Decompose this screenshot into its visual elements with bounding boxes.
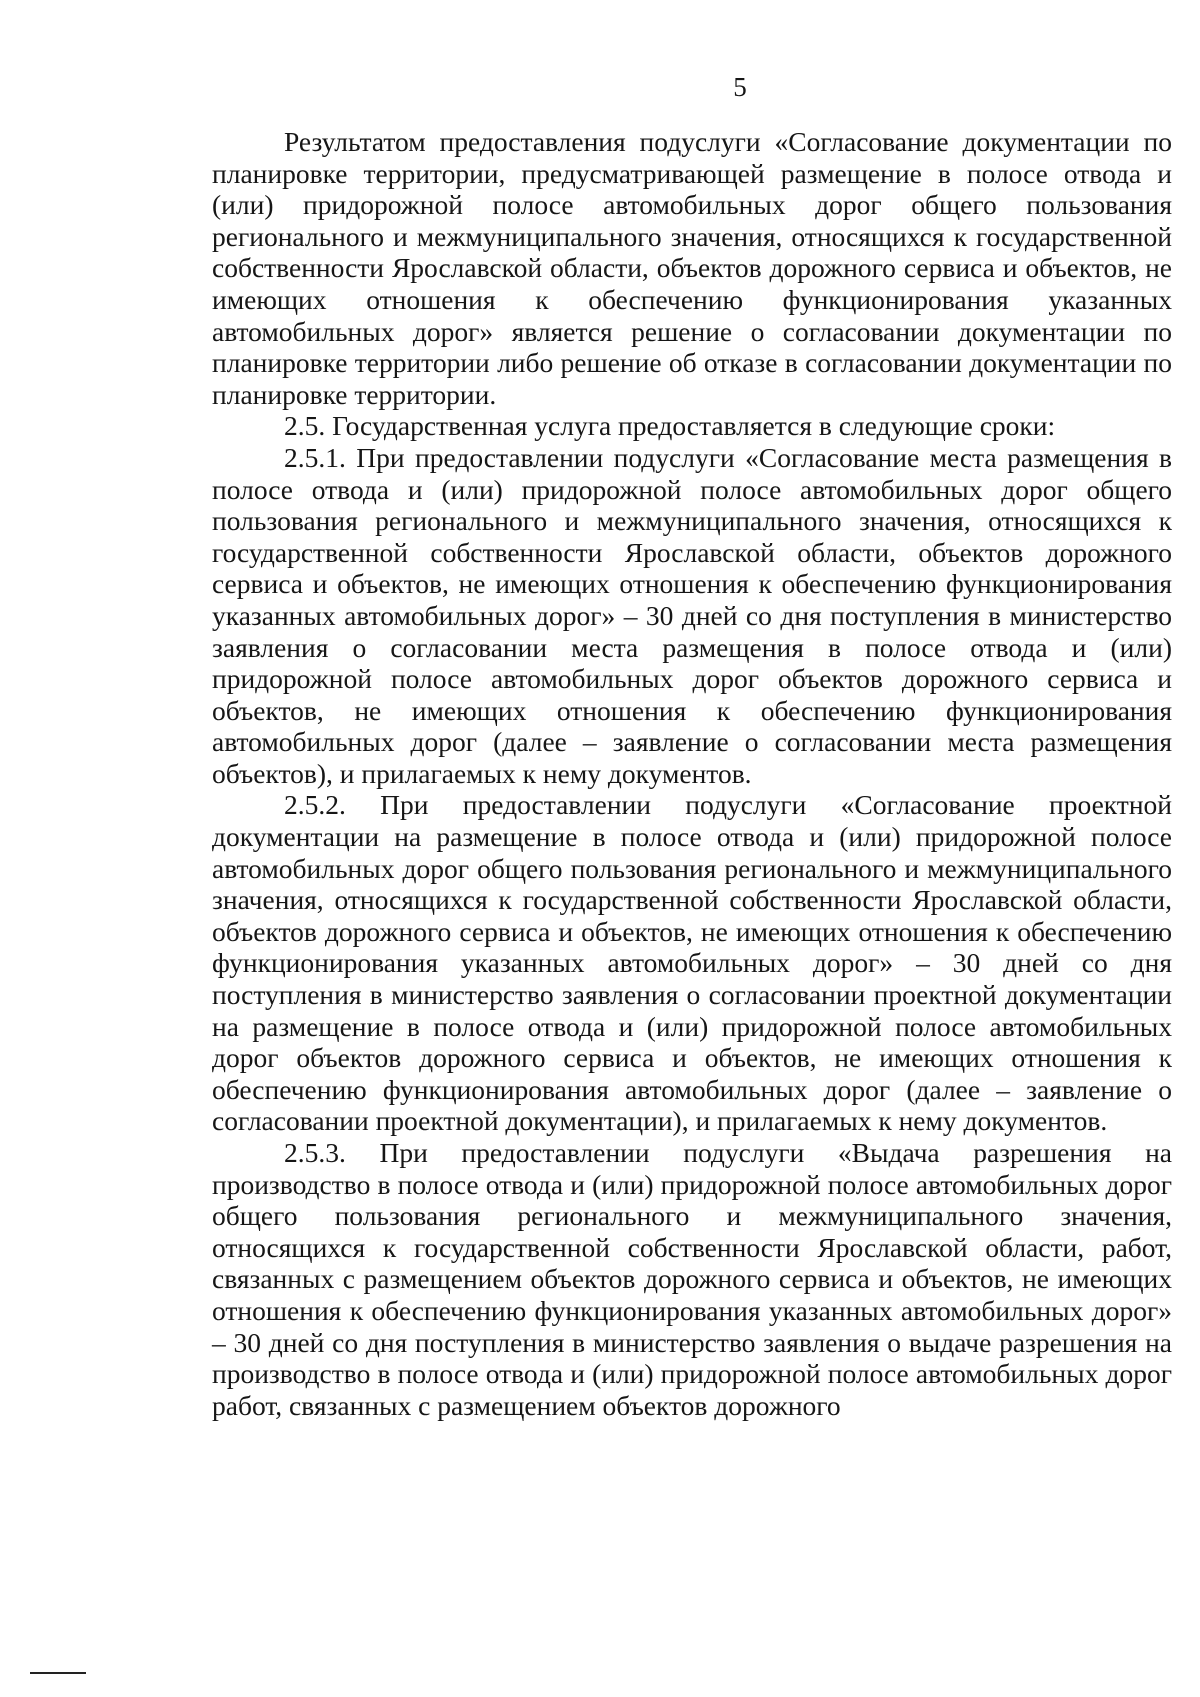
paragraph-2-5-1: 2.5.1. При предоставлении подуслуги «Согласование места размещения в полосе отвода и (или) придорожной полосе автомобильных дорог общего пользования регионального и межмуниципального значения, относящихся к государственной собственности Ярославской области, объектов дорожного сервиса и объектов, не имеющих отношения к обеспечению функционирования указанных автомобильных дорог» – 30 дней со дня поступления в министерство заявления о согласовании места размещения в полосе отвода и (или) придорожной полосе автомобильных дорог объектов дорожного сервиса и объектов, не имеющих отношения к обеспечению функционирования автомобильных дорог (далее – заявление о согласовании места размещения объектов), и прилагаемых к нему документов. [212,441,1172,789]
footer-rule [30,1672,86,1674]
paragraph-2-5-2: 2.5.2. При предоставлении подуслуги «Согласование проектной документации на размещение в полосе отвода и (или) придорожной полосе автомобильных дорог общего пользования регионального и межмуниципального значения, относящихся к государственной собственности Ярославской области, объектов дорожного сервиса и объектов, не имеющих отношения к обеспечению функционирования указанных автомобильных дорог» – 30 дней со дня поступления в министерство заявления о согласовании проектной документации на размещение в полосе отвода и (или) придорожной полосе автомобильных дорог объектов дорожного сервиса и объектов, не имеющих отношения к обеспечению функционирования автомобильных дорог (далее – заявление о согласовании проектной документации), и прилагаемых к нему документов. [212,789,1172,1137]
paragraph-2-5: 2.5. Государственная услуга предоставляется в следующие сроки: [284,410,1056,442]
document-body [212,126,1172,1421]
page-number: 5 [733,72,747,102]
paragraph-2-5-3: 2.5.3. При предоставлении подуслуги «Выдача разрешения на производство в полосе отвода и (или) придорожной полосе автомобильных дорог общего пользования регионального и межмуниципального значения, относящихся к государственной собственности Ярославской области, работ, связанных с размещением объектов дорожного сервиса и объектов, не имеющих отношения к обеспечению функционирования указанных автомобильных дорог» – 30 дней со дня поступления в министерство заявления о выдаче разрешения на производство в полосе отвода и (или) придорожной полосе автомобильных дорог работ, связанных с размещением объектов дорожного [212,1137,1172,1421]
paragraph-result: Результатом предоставления подуслуги «Согласование документации по планировке территории, предусматривающей размещение в полосе отвода и (или) придорожной полосе автомобильных дорог общего пользования регионального и межмуниципального значения, относящихся к государственной собственности Ярославской области, объектов дорожного сервиса и объектов, не имеющих отношения к обеспечению функционирования указанных автомобильных дорог» является решение о согласовании документации по планировке территории либо решение об отказе в согласовании документации по планировке территории. [212,126,1172,410]
